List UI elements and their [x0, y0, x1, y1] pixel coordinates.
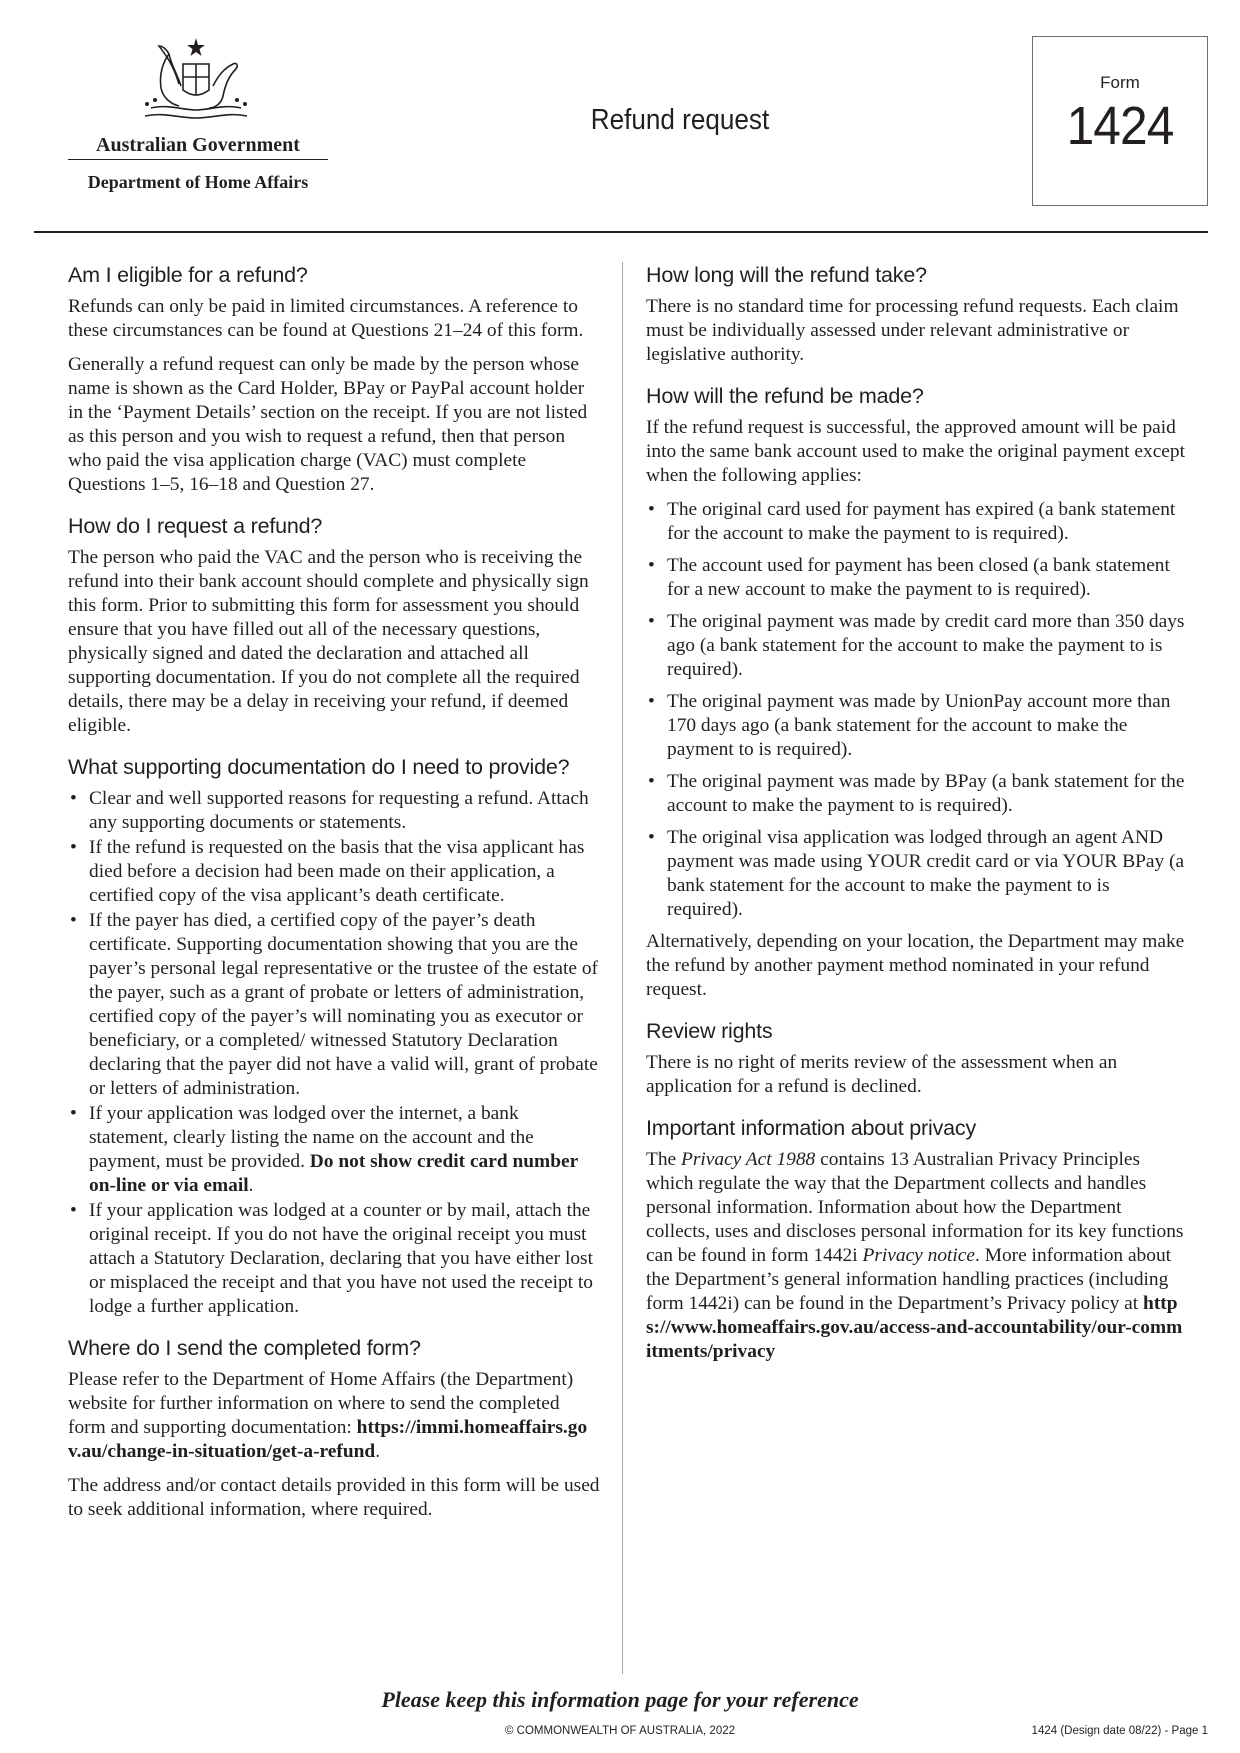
- duration-heading: How long will the refund take?: [646, 263, 927, 287]
- list-item: • If the refund is requested on the basis that the visa applicant has died before a decision had been made on their application, a certified copy of the visa applicant’s death certificate.: [68, 836, 600, 908]
- left-column: [68, 262, 600, 1532]
- list-item-end: .: [248, 1175, 254, 1196]
- privacy-paragraph: [646, 1148, 1186, 1364]
- government-name: Australian Government: [96, 134, 300, 156]
- refund-method-paragraph: If the refund request is successful, the approved amount will be paid into the same bank account used to make the original payment except when the following applies:: [646, 417, 1185, 486]
- form-number-box: [1032, 36, 1208, 206]
- privacy-act-title: Privacy Act 1988: [681, 1149, 816, 1170]
- form-number: 1424: [1066, 96, 1174, 156]
- department-name: Department of Home Affairs: [87, 172, 309, 192]
- eligibility-paragraph-2: Generally a refund request can only be made by the person whose name is shown as the Card Holder, BPay or PayPal account holder in the ‘Payment Details’ section on the receipt. If you are not listed as this person and you wish to request a refund, then that person who paid the visa application charge (VAC) must complete Questions 1–5, 16–18 and Question 27.: [68, 354, 588, 495]
- list-item-text: If your application was lodged over the internet, a bank statement, clearly listing the name on the account and the payment, must be provided.: [89, 1103, 534, 1172]
- reference-note: Please keep this information page for your reference: [381, 1687, 859, 1712]
- refund-method-heading: How will the refund be made?: [646, 384, 924, 408]
- contact-details-paragraph: The address and/or contact details provided in this form will be used to seek additional information, where required.: [68, 1475, 600, 1520]
- list-item: • The original payment was made by credit card more than 350 days ago (a bank statement for the account to make the payment to is required).: [646, 610, 1186, 682]
- copyright-notice: © COMMONWEALTH OF AUSTRALIA, 2022: [505, 1725, 735, 1737]
- send-form-end: .: [375, 1441, 381, 1462]
- column-divider: [622, 262, 623, 1674]
- documentation-list: [68, 787, 600, 1319]
- list-item: • The original visa application was lodged through an agent AND payment was made using YOUR credit card or via YOUR BPay (a bank statement for the account to make the payment to is required).: [646, 826, 1186, 922]
- eligibility-paragraph-1: Refunds can only be paid in limited circumstances. A reference to these circumstances can be found at Questions 21–24 of this form.: [68, 296, 584, 341]
- list-item: [68, 1102, 600, 1198]
- header-divider: [34, 231, 1208, 233]
- government-name-rule: [68, 159, 328, 160]
- list-item: • The account used for payment has been closed (a bank statement for a new account to make the payment to is required).: [646, 554, 1186, 602]
- list-item: • If the payer has died, a certified copy of the payer’s death certificate. Supporting documentation showing that you are the payer’s personal legal representative or the trustee of the estate of the payer, such as a grant of probate or letters of administration, certified copy of the payer’s will nominating you as executor or beneficiary, or a completed/ witnessed Statutory Declaration declaring that the payer did not have a valid will, grant of probate or letters of administration.: [68, 909, 600, 1101]
- documentation-heading: What supporting documentation do I need to provide?: [68, 755, 570, 779]
- page-title: Refund request: [590, 104, 770, 136]
- list-item: • The original payment was made by BPay (a bank statement for the account to make the payment to is required).: [646, 770, 1186, 818]
- eligibility-heading: Am I eligible for a refund?: [68, 263, 308, 287]
- form-label: Form: [1100, 73, 1140, 92]
- send-form-text: Please refer to the Department of Home Affairs (the Department) website for further information on where to send the completed form and supporting documentation:: [68, 1369, 574, 1438]
- page-header: [0, 0, 1240, 232]
- list-item: • If your application was lodged at a counter or by mail, attach the original receipt. If you do not have the original receipt you must attach a Statutory Declaration, declaring that you have either lost or misplaced the receipt and that you have not used the receipt to lodge a further application.: [68, 1199, 600, 1319]
- privacy-text: . More information about the Department’s general information handling practices (including form 1442i) can be found in the Department’s Privacy policy at: [646, 1245, 1172, 1314]
- coat-of-arms-icon: [133, 34, 259, 128]
- privacy-text: The: [646, 1149, 681, 1170]
- right-column: [646, 262, 1186, 1374]
- request-paragraph: The person who paid the VAC and the person who is receiving the refund into their bank account should complete and physically sign this form. Prior to submitting this form for assessment you should ensure that you have filled out all of the necessary questions, physically signed and dated the declaration and attached all supporting documentation. If you do not complete all the required details, there may be a delay in receiving your refund, if deemed eligible.: [68, 547, 589, 736]
- credit-card-warning: Do not show credit card number on-line or via email: [89, 1151, 578, 1196]
- request-heading: How do I request a refund?: [68, 514, 323, 538]
- refund-link[interactable]: https://immi.homeaffairs.gov.au/change-in-situation/get-a-refund: [68, 1417, 588, 1462]
- duration-paragraph: There is no standard time for processing refund requests. Each claim must be individually assessed under relevant administrative or legislative authority.: [646, 296, 1179, 365]
- list-item: • Clear and well supported reasons for requesting a refund. Attach any supporting documents or statements.: [68, 787, 600, 835]
- list-item: • The original card used for payment has expired (a bank statement for the account to make the payment to is required).: [646, 498, 1186, 546]
- list-item: • The original payment was made by UnionPay account more than 170 days ago (a bank statement for the account to make the payment to is required).: [646, 690, 1186, 762]
- privacy-policy-link[interactable]: https://www.homeaffairs.gov.au/access-and-accountability/our-commitments/privacy: [646, 1293, 1183, 1362]
- review-rights-paragraph: There is no right of merits review of the assessment when an application for a refund is declined.: [646, 1052, 1118, 1097]
- privacy-heading: Important information about privacy: [646, 1116, 976, 1140]
- send-form-heading: Where do I send the completed form?: [68, 1336, 421, 1360]
- alternative-method-paragraph: Alternatively, depending on your location, the Department may make the refund by another payment method nominated in your refund request.: [646, 931, 1185, 1000]
- refund-exceptions-list: [646, 498, 1186, 922]
- privacy-text: contains 13 Australian Privacy Principles which regulate the way that the Department collects and handles personal information. Information about how the Department collects, uses and discloses personal information for its key functions can be found in form 1442i: [646, 1149, 1184, 1266]
- review-rights-heading: Review rights: [646, 1019, 773, 1043]
- privacy-notice-title: Privacy notice: [862, 1245, 976, 1266]
- send-form-paragraph: [68, 1368, 600, 1464]
- page-reference: 1424 (Design date 08/22) - Page 1: [1031, 1725, 1208, 1737]
